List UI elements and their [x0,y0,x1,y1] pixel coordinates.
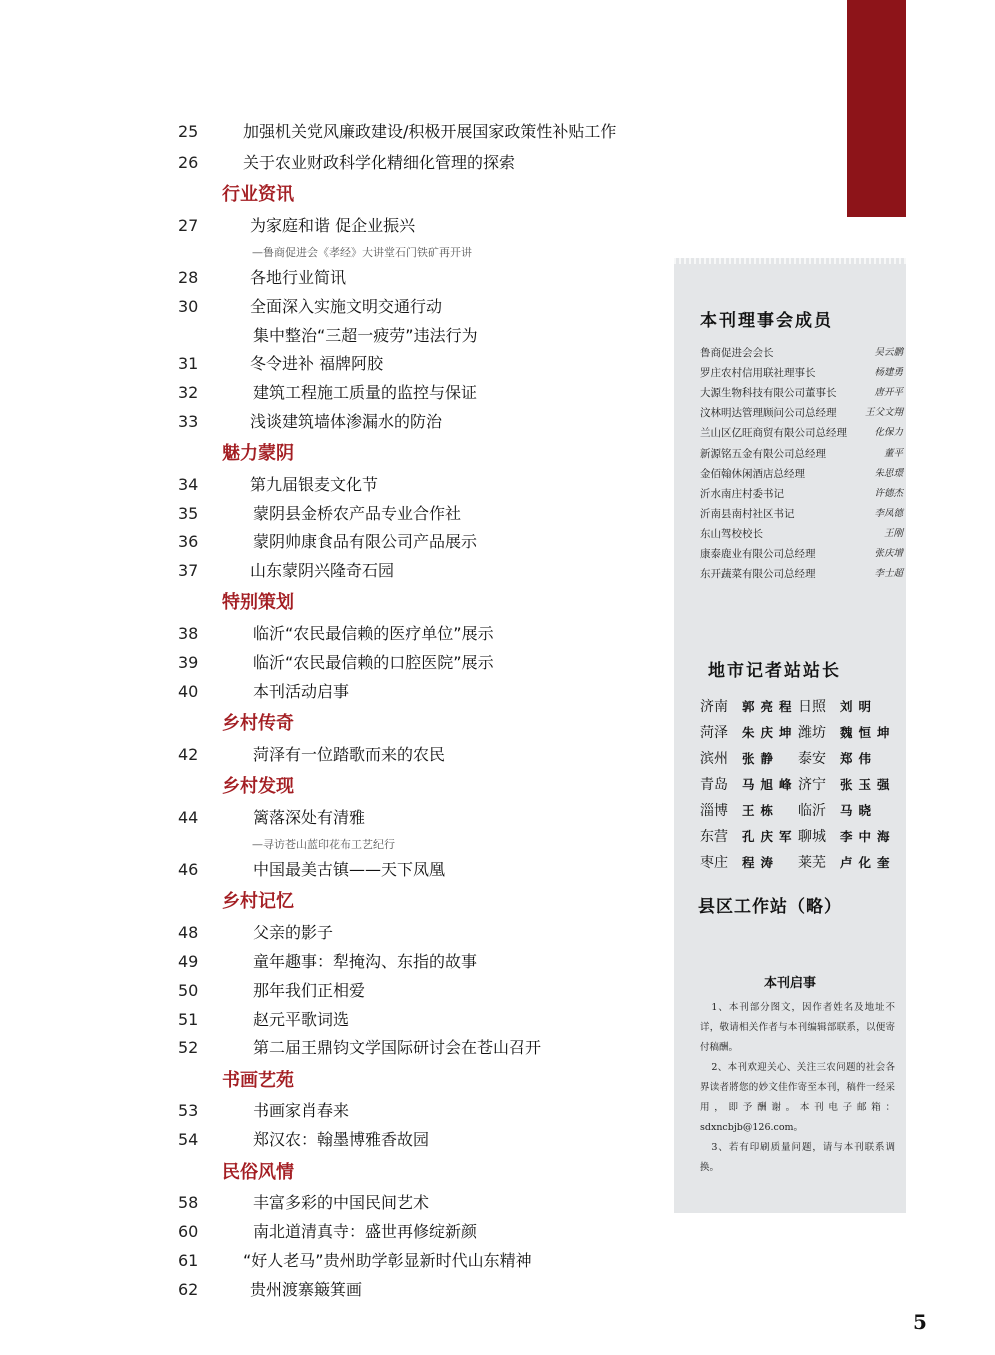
board-member-name: 许德杰 [874,487,903,499]
board-member-name: 化保力 [874,427,903,439]
toc-entry[interactable] [0,557,660,585]
toc-entry-title: 贵州渡寨簸箕画 [250,1280,363,1299]
board-title: 本刊理事会成员 [700,311,833,331]
board-member [700,464,905,484]
board-member [700,504,905,524]
board-member-name: 朱思璟 [874,467,903,479]
toc-page-number: 53 [178,1101,199,1120]
station-city: 潍坊 [798,725,826,741]
toc-entry-title: 集中整治“三超一疲劳”违法行为 [253,326,478,345]
toc-page-number: 37 [178,561,199,580]
notice-paragraph: 2、本刊欢迎关心、关注三农问题的社会各界读者將您的妙文佳作寄至本刊，稿件一经采用，即予酬谢。本刊电子邮箱：sdxncbjb@126.com。 [700,1062,895,1133]
toc-page-number: 25 [178,122,199,141]
toc-entry-title: 为家庭和谐 促企业振兴 [250,216,416,235]
toc-entry[interactable] [0,322,660,350]
toc-entry-title: 南北道清真寺：盛世再修绽新颜 [253,1222,478,1241]
toc-entry-title: 冬令进补 福牌阿胶 [250,354,384,373]
station-chief-name: 孔庆军 [742,829,798,844]
toc-entry[interactable] [0,1126,660,1154]
toc-entry-title: 书画家肖春来 [253,1101,350,1120]
toc-entry[interactable] [0,350,660,378]
toc-entry[interactable] [0,649,660,677]
board-member-org: 汶林明达管理顾问公司总经理 [700,407,837,420]
toc-subtitle: —鲁商促进会《孝经》大讲堂石门铁矿再开讲 [252,246,472,259]
toc-entry-title: 郑汉农：翰墨博雅香故园 [253,1130,430,1149]
board-member-org: 金佰翰休闲酒店总经理 [700,467,805,480]
board-member [700,544,905,564]
toc-entry-title: 山东蒙阴兴隆奇石园 [250,561,395,580]
toc-entry[interactable] [0,212,660,240]
station-chief-name: 程涛 [742,855,780,870]
section-heading: 乡村发现 [222,776,294,797]
toc-entry-title: 那年我们正相爱 [253,981,366,1000]
toc-entry[interactable] [0,620,660,648]
station-city: 青岛 [700,777,728,793]
section-heading: 民俗风情 [222,1162,294,1183]
board-member-org: 沂水南庄村委书记 [700,487,784,500]
station-city: 泰安 [798,751,826,767]
decorative-red-bar [847,0,906,217]
toc-page-number: 51 [178,1010,199,1029]
toc-entry[interactable] [0,379,660,407]
toc-entry-title: 父亲的影子 [253,923,334,942]
board-member-name: 李士超 [874,568,903,580]
toc-entry-title: 童年趣事：犁掩沟、东指的故事 [253,952,478,971]
station-chief-name: 马旭峰 [742,777,798,792]
board-member [700,484,905,504]
toc-entry-title: 篱落深处有清雅 [253,808,366,827]
station-chief-name: 郭亮程 [742,699,798,714]
station-chief-name: 郑伟 [840,751,878,766]
station-city: 淄博 [700,803,728,819]
board-member-name: 李凤德 [874,507,903,519]
toc-entry[interactable] [0,741,660,769]
station-city: 济南 [700,699,728,715]
station-city: 枣庄 [700,855,728,871]
board-member-org: 兰山区亿旺商贸有限公司总经理 [700,427,847,440]
toc-page-number: 33 [178,412,199,431]
toc-entry-title: 临沂“农民最信赖的口腔医院”展示 [253,653,494,672]
station-row [700,850,896,876]
station-city: 菏泽 [700,725,728,741]
toc-entry-title: 本刊活动启事 [253,682,350,701]
station-chief-name: 魏恒坤 [840,725,896,740]
stations-title: 地市记者站站长 [708,661,841,681]
station-chief-name: 张玉强 [840,777,896,792]
board-member [700,363,905,383]
board-member-org: 康泰鹿业有限公司总经理 [700,548,816,560]
toc-entry-title: 第二届王鼎钧文学国际研讨会在苍山召开 [253,1038,542,1057]
toc-entry-title: 浅谈建筑墙体渗漏水的防治 [250,412,443,431]
section-heading: 乡村记忆 [222,891,294,912]
toc-page-number: 50 [178,981,199,1000]
station-city: 聊城 [798,829,826,845]
toc-page-number: 44 [178,808,199,827]
toc-entry-title: 关于农业财政科学化精细化管理的探索 [243,153,516,172]
toc-entry[interactable] [0,948,660,976]
toc-page-number: 58 [178,1193,199,1212]
toc-entry[interactable] [0,149,660,177]
toc-entry-title: 各地行业简讯 [250,268,347,287]
board-member-org: 东开蔬菜有限公司总经理 [700,568,816,581]
toc-entry-title: 临沂“农民最信赖的医疗单位”展示 [253,624,494,643]
toc-entry[interactable] [0,118,660,146]
board-member [700,444,905,464]
board-member [700,343,905,363]
toc-entry[interactable] [0,678,660,706]
toc-page-number: 31 [178,354,199,373]
section-heading: 魅力蒙阴 [222,443,294,464]
station-city: 济宁 [798,777,826,793]
station-chief-name: 卢化奎 [840,855,896,870]
toc-entry[interactable] [0,408,660,436]
station-row [700,694,896,720]
toc-entry-title: 蒙阴帅康食品有限公司产品展示 [253,532,478,551]
board-member-org: 大源生物科技有限公司董事长 [700,387,837,400]
toc-entry[interactable] [0,1006,660,1034]
toc-page-number: 38 [178,624,199,643]
toc-page-number: 26 [178,153,199,172]
board-member [700,403,905,423]
toc-page-number: 32 [178,383,199,402]
toc-page-number: 40 [178,682,199,701]
toc-page-number: 36 [178,532,199,551]
board-member-org: 东山驾校校长 [700,527,763,540]
station-chief-name: 朱庆坤 [742,725,798,740]
toc-entry-title: 赵元平歌词选 [253,1010,350,1029]
toc-page-number: 42 [178,745,199,764]
station-city: 临沂 [798,803,826,819]
station-row [700,798,896,824]
station-row [700,720,896,746]
board-member [700,383,905,403]
toc-page-number: 48 [178,923,199,942]
toc-entry-title: 第九届银麦文化节 [250,475,379,494]
toc-page-number: 39 [178,653,199,672]
toc-entry[interactable] [0,528,660,556]
station-row [700,772,896,798]
station-chief-name: 马晓 [840,803,878,818]
board-member-org: 罗庄农村信用联社理事长 [700,367,816,380]
board-member-name: 张庆增 [874,548,903,559]
board-member [700,564,905,584]
board-member-name: 王刚 [883,527,903,539]
board-member-org: 鲁商促进会会长 [700,347,774,359]
panel-dashed-border [674,258,906,264]
toc-subtitle: —寻访苍山蓝印花布工艺纪行 [252,838,395,851]
toc-entry[interactable] [0,919,660,947]
section-heading: 特别策划 [222,592,294,613]
toc-entry-title: 建筑工程施工质量的监控与保证 [253,383,478,402]
toc-page-number: 54 [178,1130,199,1149]
toc-page-number: 46 [178,860,199,879]
county-stations-title: 县区工作站（略） [698,897,842,917]
station-chief-name: 李中海 [840,829,896,844]
notice-title: 本刊启事 [763,976,816,991]
board-member-org: 新源铭五金有限公司总经理 [700,447,826,460]
notice-paragraph: 1、本刊部分图文，因作者姓名及地址不详，敬请相关作者与本刊编辑部联系，以便寄付稿酬。 [700,1002,895,1053]
toc-page-number: 60 [178,1222,199,1241]
toc-entry[interactable] [0,1247,660,1275]
station-row [700,824,896,850]
station-chief-name: 张静 [742,751,780,766]
toc-entry[interactable] [0,1097,660,1125]
board-member [700,423,905,443]
toc-entry[interactable] [0,264,660,292]
notice-paragraph: 3、若有印刷质量问题，请与本刊联系调换。 [700,1142,895,1173]
board-member [700,524,905,544]
board-member-name: 王父文翔 [864,407,903,419]
toc-page-number: 52 [178,1038,199,1057]
section-heading: 书画艺苑 [222,1070,294,1091]
toc-entry-title: 蒙阴县金桥农产品专业合作社 [253,504,462,523]
toc-entry[interactable] [0,293,660,321]
board-member-name: 唐开平 [874,387,903,399]
board-member-org: 沂南县南村社区书记 [700,507,795,520]
toc-entry-title: 菏泽有一位踏歌而来的农民 [253,745,446,764]
station-city: 东营 [700,829,728,845]
toc-entry-title: 丰富多彩的中国民间艺术 [253,1193,430,1212]
toc-page-number: 27 [178,216,199,235]
toc-entry[interactable] [0,1189,660,1217]
toc-entry-title: 全面深入实施文明交通行动 [250,297,443,316]
page-number: 5 [913,1310,927,1334]
section-heading: 乡村传奇 [222,713,294,734]
board-member-name: 董平 [883,447,903,459]
board-member-name: 杨建勇 [874,367,903,379]
toc-entry[interactable] [0,500,660,528]
toc-page-number: 49 [178,952,199,971]
toc-page-number: 34 [178,475,199,494]
toc-entry-title: 加强机关党风廉政建设/积极开展国家政策性补贴工作 [243,122,617,141]
toc-entry[interactable] [0,1218,660,1246]
station-chief-name: 王栋 [742,803,780,818]
section-heading: 行业资讯 [222,184,294,205]
station-row [700,746,896,772]
toc-page-number: 62 [178,1280,199,1299]
toc-page-number: 30 [178,297,199,316]
toc-page-number: 28 [178,268,199,287]
station-chief-name: 刘明 [840,699,878,714]
toc-page-number: 35 [178,504,199,523]
toc-entry[interactable] [0,471,660,499]
toc-entry[interactable] [0,856,660,884]
station-city: 滨州 [700,751,728,767]
station-city: 莱芜 [798,855,826,871]
toc-entry-title: “好人老马”贵州助学彰显新时代山东精神 [243,1251,532,1270]
toc-entry[interactable] [0,1276,660,1304]
toc-entry[interactable] [0,977,660,1005]
toc-entry[interactable] [0,804,660,832]
toc-entry-title: 中国最美古镇——天下凤凰 [253,860,446,879]
station-city: 日照 [798,699,826,715]
toc-page-number: 61 [178,1251,199,1270]
board-member-name: 吴云鹏 [874,347,903,358]
toc-entry[interactable] [0,1034,660,1062]
